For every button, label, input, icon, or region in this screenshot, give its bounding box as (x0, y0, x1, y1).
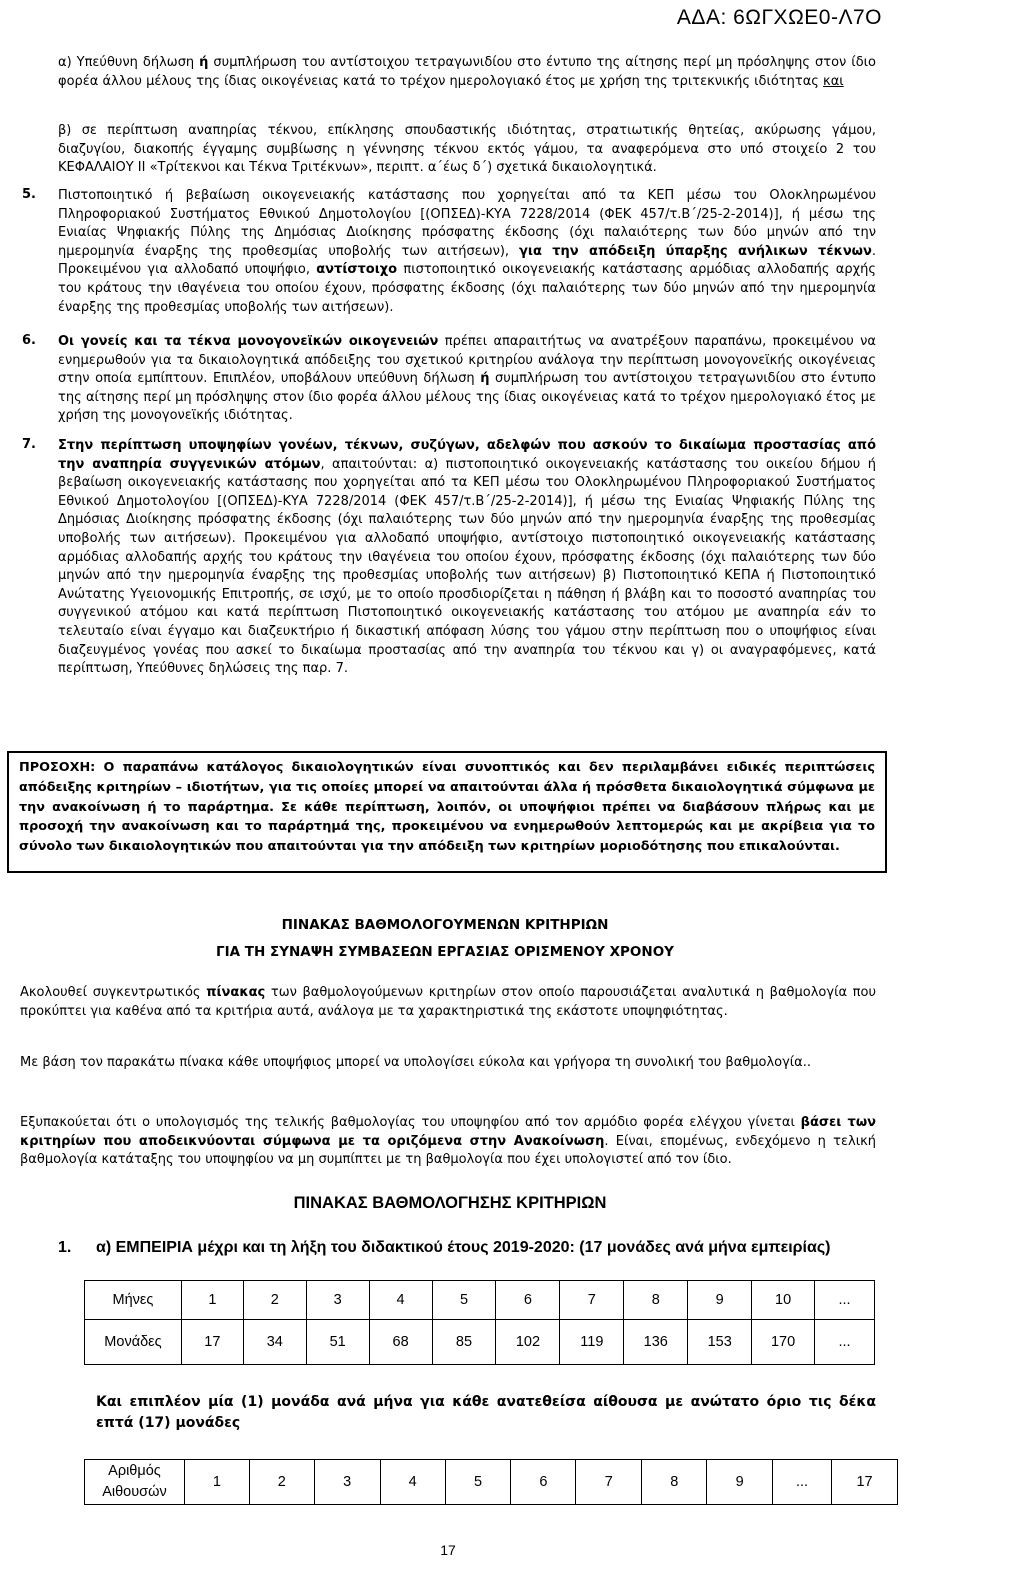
table-cell: 6 (496, 1281, 560, 1320)
units-row (85, 1320, 875, 1365)
table-cell: ... (815, 1281, 875, 1320)
item-b-paragraph: β) σε περίπτωση αναπηρίας τέκνου, επίκλησης σπουδαστικής ιδιότητας, στρατιωτικής θητείας, ακύρωσης γάμου, διαζυγίου, διακοπής έγγαμης συμβίωσης η γέννησης τέκνου εκτός γάμου, τα αναφερόμενα στο υπό στοιχείο 2 του ΚΕΦΑΛΑΙΟΥ ΙΙ «Τρίτεκνοι και Τέκνα Τριτέκνων», περιπτ. α΄έως δ΄) σχετικά δικαιολογητικά. (58, 123, 876, 176)
item-6-bold-2: ή (480, 371, 490, 387)
table-cell: 51 (306, 1320, 369, 1365)
intro-3-bold: βάσει των κριτηρίων που αποδεικνύονται σύμφωνα με τα οριζόμενα στην Ανακοίνωση (20, 1115, 876, 1149)
item-6-bold: Οι γονείς και τα τέκνα μονογονεϊκών οικογενειών (58, 334, 439, 349)
item-a-text: α) Υπεύθυνη δήλωση (58, 55, 200, 70)
classrooms-label-cell (85, 1460, 185, 1505)
table-cell: 170 (752, 1320, 815, 1365)
table-cell: 2 (249, 1460, 314, 1505)
item-a-underline: και (823, 73, 844, 89)
item-5-text-2: . Προκειμένου για αλλοδαπό υποψήφιο, (58, 243, 876, 278)
item-a-text-2: συμπλήρωση του αντίστοιχου τετραγωνιδίου στο έντυπο της αίτησης περί μη πρόσληψης στον ίδιο φορέα άλλου μέλους της ίδιας οικογένειας κατά το τρέχον ημερολογιακό έτος με χρήση της τριτεκνικής ιδιότητας (58, 55, 876, 89)
notice-box: ΠΡΟΣΟΧΗ: Ο παραπάνω κατάλογος δικαιολογητικών είναι συνοπτικός και δεν περιλαμβάνει ειδικές περιπτώσεις απόδειξης κριτηρίων – ιδιοτήτων, για τις οποίες μπορεί να απαιτούνται άλλα ή πρόσθετα δικαιολογητικά σύμφωνα με την ανακοίνωση ή το παράρτημα. Σε κάθε περίπτωση, λοιπόν, οι υποψήφιοι πρέπει να διαβάσουν πλήρως και με προσοχή την ανακοίνωση και το παράρτημά της, προκειμένου να ενημερωθούν λεπτομερώς και με ακρίβεια για το σύνολο των δικαιολογητικών που απαιτούνται για την απόδειξη των κριτηρίων μοριοδότησης που επικαλούνται. (7, 751, 887, 873)
table-cell: 102 (496, 1320, 560, 1365)
ada-code: ΑΔΑ: 6ΩΓΧΩΕ0-Λ7Ο (676, 6, 882, 29)
table-cell: 1 (181, 1281, 243, 1320)
item-a-paragraph (58, 54, 876, 91)
table-cell: ... (773, 1460, 832, 1505)
table-cell: 9 (688, 1281, 752, 1320)
item-7-number: 7. (22, 437, 36, 452)
section-1-title: α) ΕΜΠΕΙΡΙΑ μέχρι και τη λήξη του διδακτικού έτους 2019-2020: (17 μονάδες ανά μήνα εμπειρίας) (96, 1239, 831, 1256)
intro-paragraph-1 (20, 984, 876, 1021)
table-cell: 4 (369, 1281, 432, 1320)
table-cell: Μήνες (85, 1281, 182, 1320)
item-5-text-3: πιστοποιητικό οικογενειακής κατάστασης αρμόδιας αλλοδαπής αρχής του κράτους την ιθαγένεια του οποίου έχουν, πρόσφατης έκδοσης (όχι παλαιότερης των δύο μηνών από την ημερομηνία έναρξης της προθεσμίας υποβολής των αιτήσεων). (58, 262, 877, 315)
table-cell: Μονάδες (85, 1320, 182, 1365)
table-cell: 136 (624, 1320, 688, 1365)
item-5-number: 5. (22, 187, 36, 202)
table-cell: 9 (707, 1460, 773, 1505)
item-5-text: Πιστοποιητικό ή βεβαίωση οικογενειακής κατάστασης που χορηγείται από τα ΚΕΠ μέσω του Ολοκληρωμένου Πληροφοριακού Συστήματος Εθνικού Δημοτολογίου [(ΟΠΣΕΔ)-ΚΥΑ 7228/2014 (ΦΕΚ 457/τ.Β΄/25-2-2014)], ή μέσω της Ενιαίας Ψηφιακής Πύλης της Δημόσιας Διοίκησης πρόσφατης έκδοσης (όχι παλαιότερης των δύο μηνών από την ημερομηνία έναρξης της προθεσμίας υποβολής των αιτήσεων), (58, 188, 876, 259)
scoring-heading: ΠΙΝΑΚΑΣ ΒΑΘΜΟΛΟΓΗΣΗΣ ΚΡΙΤΗΡΙΩΝ (293, 1194, 607, 1212)
table-cell: 7 (576, 1460, 642, 1505)
table-heading-line1: ΠΙΝΑΚΑΣ ΒΑΘΜΟΛΟΓΟΥΜΕΝΩΝ ΚΡΙΤΗΡΙΩΝ (281, 917, 609, 933)
table-cell: 1 (184, 1460, 249, 1505)
intro-bold: πίνακας (206, 985, 266, 1000)
table-cell: 10 (752, 1281, 815, 1320)
classrooms-label-line1: Αριθμός (108, 1463, 161, 1479)
table-cell: 17 (832, 1460, 898, 1505)
table-cell: 8 (642, 1460, 707, 1505)
intro-text-2: των βαθμολογούμενων κριτηρίων στον οποίο παρουσιάζεται αναλυτικά η βαθμολογία που προκύπτει για καθένα από τα κριτήρια αυτά, ανάλογα με τα χαρακτηριστικά της εκάστοτε υποψηφιότητας. (20, 985, 876, 1019)
item-6-text-2: συμπλήρωση του αντίστοιχου τετραγωνιδίου στο έντυπο της αίτησης περί μη πρόσληψης στον ίδιο φορέα άλλου μέλους της ίδιας οικογένειας κατά το τρέχον ημερολογιακό έτος με χρήση της μονογονεϊκής ιδιότητας. (58, 371, 876, 424)
section-1-number: 1. (58, 1239, 72, 1256)
item-7-paragraph (58, 437, 876, 679)
item-6-text: πρέπει απαραιτήτως να ανατρέξουν παραπάνω, προκειμένου να ενημερωθούν για τα δικαιολογητικά απόδειξης του σχετικού κριτηρίου ανάλογα την περίπτωση μονογονεϊκής οικογένειας στην οποία εμπίπτουν. Επιπλέον, υποβάλουν υπεύθυνη δήλωση (58, 334, 876, 387)
page-number: 17 (440, 1542, 456, 1558)
table-cell: 3 (314, 1460, 380, 1505)
item-6-paragraph (58, 333, 876, 426)
item-5-bold-2: αντίστοιχο (316, 262, 398, 278)
item-a-bold: ή (199, 55, 209, 70)
table-cell: 8 (624, 1281, 688, 1320)
table-cell: 7 (560, 1281, 624, 1320)
table-cell: 68 (369, 1320, 432, 1365)
item-7-text: , απαιτούνται: α) πιστοποιητικό οικογενειακής κατάστασης του οικείου δήμου ή βεβαίωση οικογενειακής κατάστασης που χορηγείται από τα ΚΕΠ μέσω του Ολοκληρωμένου Πληροφοριακού Συστήματος Εθνικού Δημοτολογίου [(ΟΠΣΕΔ)-ΚΥΑ 7228/2014 (ΦΕΚ 457/τ.Β΄/25-2-2014)], ή μέσω της Ενιαίας Ψηφιακής Πύλης της Δημόσιας Διοίκησης πρόσφατης έκδοσης (όχι παλαιότερης των δύο μηνών από την ημερομηνία έναρξης της προθεσμίας υποβολής των αιτήσεων). Προκειμένου για αλλοδαπό υποψήφιο, αντίστοιχο πιστοποιητικό οικογενειακής κατάστασης αρμόδιας αλλοδαπής αρχής του κράτους την ιθαγένεια του οποίου έχουν, πρόσφατης έκδοσης (όχι παλαιότερης των δύο μηνών από την ημερομηνία έναρξης της προθεσμίας υποβολής των αιτήσεων) β) Πιστοποιητικό ΚΕΠΑ ή Πιστοποιητικό Ανώτατης Υγειονομικής Επιτροπής, σε ισχύ, με το οποίο προσδιορίζεται η πάθηση ή βλάβη και το ποσοστό αναπηρίας του συγγενικού ατόμου και κατά περίπτωση Πιστοποιητικό οικογενειακής κατάστασης του ατόμου με αναπηρία εάν το τελευταίο είναι έγγαμο και διαζευκτήριο ή δικαστική απόφαση λύσης του γάμου στην περίπτωση που ο υποψήφιος είναι διαζευγμένος γονέας που ασκεί το δικαίωμα προστασίας από την αναπηρία του τέκνου και γ) οι αναγραφόμενες, κατά περίπτωση, Υπεύθυνες δηλώσεις της παρ. 7. (58, 456, 876, 677)
intro-3-text: Εξυπακούεται ότι ο υπολογισμός της τελικής βαθμολογίας του υποψηφίου από τον αρμόδιο φορέα ελέγχου γίνεται (20, 1115, 801, 1130)
item-6-number: 6. (22, 333, 36, 348)
table-cell: 85 (432, 1320, 496, 1365)
extra-note: Και επιπλέον μία (1) μονάδα ανά μήνα για κάθε ανατεθείσα αίθουσα με ανώτατο όριο τις δέκα επτά (17) μονάδες (96, 1394, 876, 1431)
intro-paragraph-3 (20, 1114, 876, 1170)
item-7-bold: Στην περίπτωση υποψηφίων γονέων, τέκνων, συζύγων, αδελφών που ασκούν το δικαίωμα προστασίας από την αναπηρία συγγενικών ατόμων (58, 438, 876, 472)
table-cell: 119 (560, 1320, 624, 1365)
classrooms-label-line2: Αιθουσών (102, 1484, 167, 1500)
table-cell: 34 (243, 1320, 306, 1365)
table-cell: 5 (445, 1460, 511, 1505)
table-cell: 3 (306, 1281, 369, 1320)
table-cell: 2 (243, 1281, 306, 1320)
months-row (85, 1281, 875, 1320)
table-cell: 4 (380, 1460, 445, 1505)
item-5-bold: για την απόδειξη ύπαρξης ανήλικων τέκνων (519, 243, 872, 259)
classrooms-row (85, 1460, 898, 1505)
intro-paragraph-2: Με βάση τον παρακάτω πίνακα κάθε υποψήφιος μπορεί να υπολογίσει εύκολα και γρήγορα τη συνολική του βαθμολογία.. (20, 1055, 812, 1070)
classrooms-table (84, 1459, 898, 1505)
intro-text: Ακολουθεί συγκεντρωτικός (20, 985, 207, 1000)
experience-table (84, 1280, 875, 1365)
table-heading-line2: ΓΙΑ ΤΗ ΣΥΝΑΨΗ ΣΥΜΒΑΣΕΩΝ ΕΡΓΑΣΙΑΣ ΟΡΙΣΜΕΝΟΥ ΧΡΟΝΟΥ (216, 944, 674, 960)
table-cell: ... (815, 1320, 875, 1365)
item-5-paragraph (58, 187, 876, 317)
table-cell: 5 (432, 1281, 496, 1320)
table-cell: 17 (181, 1320, 243, 1365)
table-cell: 153 (688, 1320, 752, 1365)
intro-3-text-2: . Είναι, επομένως, ενδεχόμενο η τελική βαθμολογία κατάταξης του υποψηφίου να μη συμπίπτει με τη βαθμολογία που έχει υπολογιστεί από τον ίδιο. (20, 1133, 876, 1168)
table-cell: 6 (511, 1460, 576, 1505)
